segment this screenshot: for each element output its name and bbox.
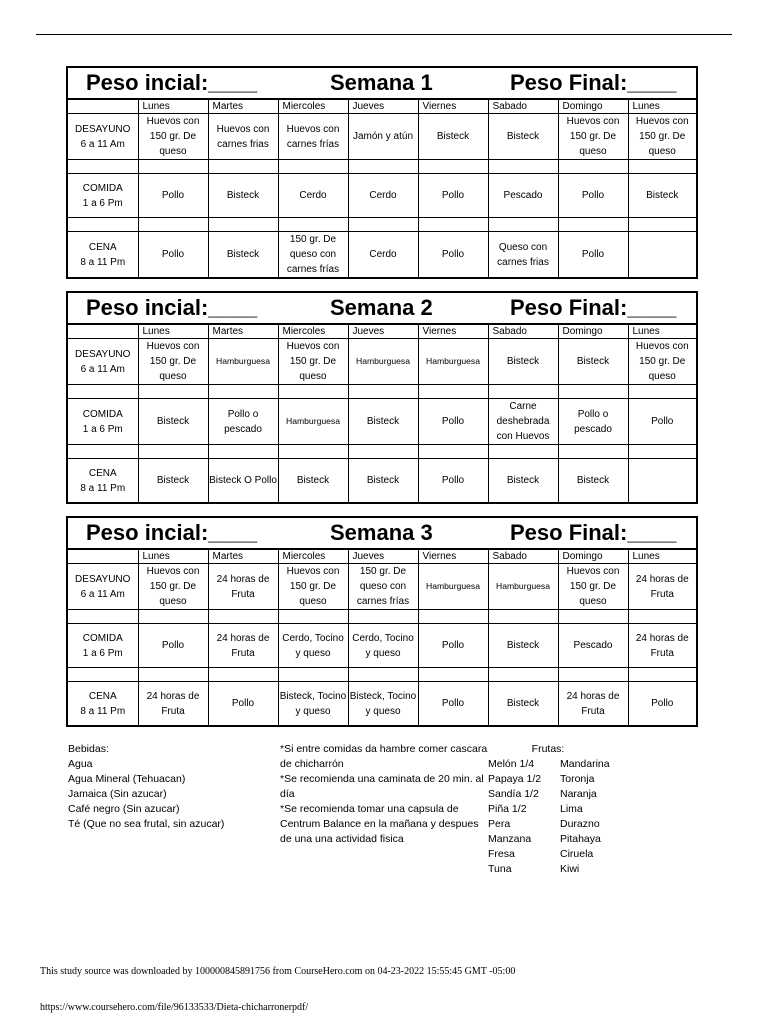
peso-inicial-label: Peso incial:____ — [86, 70, 258, 95]
spacer-cell — [348, 668, 418, 682]
meal-row — [68, 682, 696, 726]
meal-cell: Cerdo, Tocino y queso — [348, 624, 418, 668]
fruta-item: Toronja — [560, 773, 595, 785]
day-header: Martes — [208, 550, 278, 564]
spacer-cell — [138, 445, 208, 459]
week-title: Semana 3 — [330, 520, 433, 545]
recommendation: *Si entre comidas da hambre comer cascara de chicharrón — [280, 743, 488, 770]
meal-cell: Bisteck — [138, 399, 208, 445]
meal-cell: 24 horas de Fruta — [628, 624, 696, 668]
meal-cell: Pollo o pescado — [208, 399, 278, 445]
meal-time: 8 a 11 Pm — [80, 256, 126, 268]
spacer-cell — [418, 385, 488, 399]
fruta-item: Pitahaya — [560, 833, 601, 845]
corner-cell — [68, 100, 138, 114]
meal-cell: Huevos con 150 gr. De queso — [138, 114, 208, 160]
meal-row — [68, 564, 696, 610]
meal-cell: Huevos con 150 gr. De queso — [138, 339, 208, 385]
meal-cell: Huevos con 150 gr. De queso — [628, 114, 696, 160]
meal-cell: Bisteck — [138, 459, 208, 503]
meal-cell: Cerdo, Tocino y queso — [278, 624, 348, 668]
meal-label — [68, 459, 138, 503]
meal-cell: Bisteck, Tocino y queso — [348, 682, 418, 726]
meal-cell: Bisteck — [278, 459, 348, 503]
meal-time: 8 a 11 Pm — [80, 705, 126, 717]
spacer-row — [68, 668, 696, 682]
day-header: Lunes — [138, 100, 208, 114]
meal-cell: Hamburguesa — [418, 564, 488, 610]
meal-time: 8 a 11 Pm — [80, 482, 126, 494]
meal-cell: Hamburguesa — [488, 564, 558, 610]
corner-cell — [68, 550, 138, 564]
meal-cell: Queso con carnes frias — [488, 232, 558, 278]
meal-cell: Bisteck — [628, 174, 696, 218]
meal-grid — [68, 99, 696, 277]
spacer-cell — [138, 385, 208, 399]
fruta-item: Durazno — [560, 818, 600, 830]
meal-cell: Pollo — [138, 232, 208, 278]
spacer-cell — [68, 668, 138, 682]
frutas-column-portions — [488, 757, 541, 877]
meal-cell: Pollo — [138, 624, 208, 668]
spacer-cell — [418, 445, 488, 459]
meal-cell: Pollo — [418, 232, 488, 278]
spacer-cell — [208, 668, 278, 682]
spacer-row — [68, 218, 696, 232]
spacer-cell — [68, 160, 138, 174]
meal-cell: 24 horas de Fruta — [208, 564, 278, 610]
recommendation: *Se recomienda tomar una capsula de Centrum Balance en la mañana y despues de una una actividad fisica — [280, 803, 479, 845]
day-header: Martes — [208, 325, 278, 339]
spacer-cell — [278, 385, 348, 399]
day-header: Viernes — [418, 100, 488, 114]
meal-name: COMIDA — [82, 408, 123, 420]
frutas-title: Frutas: — [531, 743, 565, 755]
meal-cell: Jamón y atún — [348, 114, 418, 160]
day-header: Lunes — [628, 100, 696, 114]
week-title: Semana 1 — [330, 70, 433, 95]
spacer-cell — [278, 218, 348, 232]
day-header: Lunes — [138, 550, 208, 564]
spacer-cell — [418, 610, 488, 624]
spacer-cell — [558, 445, 628, 459]
spacer-cell — [208, 610, 278, 624]
meal-cell: Bisteck — [488, 624, 558, 668]
meal-cell: Bisteck, Tocino y queso — [278, 682, 348, 726]
meal-name: COMIDA — [82, 182, 123, 194]
spacer-cell — [418, 218, 488, 232]
meal-cell: Hamburguesa — [348, 339, 418, 385]
day-header: Martes — [208, 100, 278, 114]
meal-label — [68, 174, 138, 218]
day-header: Viernes — [418, 550, 488, 564]
bebida-item: Café negro (Sin azucar) — [68, 803, 180, 815]
meal-cell: 24 horas de Fruta — [628, 564, 696, 610]
download-note: This study source was downloaded by 100000845891756 from CourseHero.com on 04-23-2022 15:55:45 GMT -05:00 — [40, 966, 516, 977]
week-table — [66, 516, 698, 727]
meal-cell: Huevos con 150 gr. De queso — [278, 564, 348, 610]
meal-cell: Pollo — [418, 399, 488, 445]
week-table — [66, 291, 698, 504]
meal-cell: Pollo o pescado — [558, 399, 628, 445]
fruta-item: Pera — [488, 818, 511, 830]
meal-label — [68, 682, 138, 726]
meal-cell: Huevos con carnes frias — [208, 114, 278, 160]
meal-cell: Pollo — [628, 399, 696, 445]
day-header: Lunes — [628, 325, 696, 339]
meal-cell: Huevos con 150 gr. De queso — [628, 339, 696, 385]
bebida-item: Té (Que no sea frutal, sin azucar) — [68, 818, 225, 830]
spacer-cell — [348, 160, 418, 174]
spacer-cell — [558, 668, 628, 682]
meal-cell: Bisteck — [558, 459, 628, 503]
meal-cell: Pollo — [418, 624, 488, 668]
meal-time: 1 a 6 Pm — [82, 647, 123, 659]
fruta-item: Melón 1/4 — [488, 758, 535, 770]
spacer-cell — [138, 160, 208, 174]
spacer-cell — [68, 218, 138, 232]
day-header: Miercoles — [278, 100, 348, 114]
meal-cell: Pollo — [628, 682, 696, 726]
peso-final-label: Peso Final:____ — [510, 295, 677, 320]
spacer-cell — [208, 218, 278, 232]
source-url[interactable]: https://www.coursehero.com/file/96133533/Dieta-chicharronerpdf/ — [40, 1002, 309, 1013]
day-header: Domingo — [558, 325, 628, 339]
fruta-item: Manzana — [488, 833, 532, 845]
peso-inicial-label: Peso incial:____ — [86, 520, 258, 545]
day-header: Miercoles — [278, 550, 348, 564]
spacer-cell — [68, 385, 138, 399]
meal-row — [68, 624, 696, 668]
meal-cell: Carne deshebrada con Huevos — [488, 399, 558, 445]
spacer-cell — [418, 160, 488, 174]
meal-cell: 24 horas de Fruta — [138, 682, 208, 726]
meal-cell: Huevos con carnes frías — [278, 114, 348, 160]
meal-cell: Bisteck — [488, 682, 558, 726]
meal-time: 6 a 11 Am — [80, 588, 125, 600]
meal-cell: Huevos con 150 gr. De queso — [558, 564, 628, 610]
meal-cell: Huevos con 150 gr. De queso — [278, 339, 348, 385]
spacer-cell — [628, 160, 696, 174]
spacer-cell — [278, 160, 348, 174]
fruta-item: Ciruela — [560, 848, 594, 860]
spacer-cell — [278, 668, 348, 682]
meal-cell: 24 horas de Fruta — [558, 682, 628, 726]
meal-cell: Bisteck — [348, 399, 418, 445]
spacer-cell — [628, 668, 696, 682]
meal-cell: 24 horas de Fruta — [208, 624, 278, 668]
recommendation: *Se recomienda una caminata de 20 min. al día — [280, 773, 484, 800]
bebida-item: Agua — [68, 758, 93, 770]
meal-cell: Bisteck — [558, 339, 628, 385]
bebida-item: Agua Mineral (Tehuacan) — [68, 773, 186, 785]
meal-cell: Bisteck — [418, 114, 488, 160]
meal-time: 6 a 11 Am — [80, 363, 125, 375]
week-header — [68, 293, 696, 324]
meal-name: DESAYUNO — [75, 573, 131, 585]
spacer-cell — [278, 445, 348, 459]
meal-label — [68, 339, 138, 385]
spacer-cell — [488, 445, 558, 459]
fruta-item: Naranja — [560, 788, 597, 800]
meal-cell: Huevos con 150 gr. De queso — [558, 114, 628, 160]
meal-cell: Bisteck — [488, 114, 558, 160]
meal-time: 1 a 6 Pm — [82, 197, 123, 209]
spacer-cell — [558, 610, 628, 624]
frutas-list — [488, 742, 628, 875]
spacer-cell — [208, 160, 278, 174]
meal-cell: 150 gr. De queso con carnes frías — [278, 232, 348, 278]
fruta-item: Tuna — [488, 863, 512, 875]
day-header: Jueves — [348, 550, 418, 564]
spacer-cell — [208, 385, 278, 399]
spacer-cell — [68, 445, 138, 459]
day-header: Sabado — [488, 325, 558, 339]
meal-cell: Bisteck — [348, 459, 418, 503]
meal-label — [68, 114, 138, 160]
meal-time: 1 a 6 Pm — [82, 423, 123, 435]
recommendations — [280, 742, 490, 847]
meal-cell: Pollo — [138, 174, 208, 218]
meal-row — [68, 459, 696, 503]
peso-final-label: Peso Final:____ — [510, 520, 677, 545]
spacer-cell — [628, 218, 696, 232]
spacer-cell — [348, 218, 418, 232]
spacer-row — [68, 160, 696, 174]
fruta-item: Sandía 1/2 — [488, 788, 539, 800]
meal-row — [68, 339, 696, 385]
day-header: Domingo — [558, 550, 628, 564]
spacer-cell — [488, 385, 558, 399]
meal-grid — [68, 549, 696, 725]
meal-name: COMIDA — [82, 632, 123, 644]
spacer-cell — [488, 668, 558, 682]
meal-cell — [628, 459, 696, 503]
spacer-cell — [348, 610, 418, 624]
meal-time: 6 a 11 Am — [80, 138, 125, 150]
spacer-cell — [68, 610, 138, 624]
meal-name: CENA — [88, 467, 117, 479]
week-table — [66, 66, 698, 279]
meal-label — [68, 232, 138, 278]
peso-final-label: Peso Final:____ — [510, 70, 677, 95]
spacer-cell — [488, 160, 558, 174]
week-title: Semana 2 — [330, 295, 433, 320]
frutas-column-free — [560, 757, 610, 877]
meal-cell — [628, 232, 696, 278]
meal-cell: Cerdo — [348, 232, 418, 278]
meal-cell: Hamburguesa — [418, 339, 488, 385]
meal-label — [68, 624, 138, 668]
corner-cell — [68, 325, 138, 339]
spacer-cell — [558, 385, 628, 399]
day-header: Jueves — [348, 325, 418, 339]
meal-cell: Bisteck — [488, 459, 558, 503]
day-header: Lunes — [138, 325, 208, 339]
day-header: Sabado — [488, 100, 558, 114]
fruta-item: Lima — [560, 803, 583, 815]
spacer-cell — [138, 668, 208, 682]
fruta-item: Mandarina — [560, 758, 610, 770]
meal-row — [68, 399, 696, 445]
spacer-cell — [348, 385, 418, 399]
spacer-cell — [348, 445, 418, 459]
meal-cell: Huevos con 150 gr. De queso — [138, 564, 208, 610]
peso-inicial-label: Peso incial:____ — [86, 295, 258, 320]
spacer-cell — [278, 610, 348, 624]
meal-cell: Pollo — [558, 174, 628, 218]
bebidas-list — [68, 742, 224, 832]
meal-cell: Hamburguesa — [208, 339, 278, 385]
meal-cell: Bisteck O Pollo — [208, 459, 278, 503]
spacer-cell — [628, 610, 696, 624]
spacer-row — [68, 445, 696, 459]
meal-cell: Pollo — [418, 174, 488, 218]
meal-name: DESAYUNO — [75, 348, 131, 360]
meal-label — [68, 399, 138, 445]
meal-name: CENA — [88, 241, 117, 253]
meal-row — [68, 232, 696, 278]
spacer-cell — [138, 610, 208, 624]
day-header: Domingo — [558, 100, 628, 114]
spacer-cell — [628, 445, 696, 459]
day-header: Miercoles — [278, 325, 348, 339]
fruta-item: Papaya 1/2 — [488, 773, 542, 785]
fruta-item: Fresa — [488, 848, 515, 860]
day-header: Viernes — [418, 325, 488, 339]
fruta-item: Kiwi — [560, 863, 580, 875]
meal-cell: Pollo — [418, 682, 488, 726]
meal-cell: Bisteck — [488, 339, 558, 385]
meal-cell: Pollo — [558, 232, 628, 278]
meal-cell: Cerdo — [348, 174, 418, 218]
day-header: Sabado — [488, 550, 558, 564]
week-header — [68, 68, 696, 99]
meal-name: CENA — [88, 690, 117, 702]
meal-cell: Pollo — [418, 459, 488, 503]
meal-row — [68, 114, 696, 160]
spacer-cell — [488, 610, 558, 624]
meal-label — [68, 564, 138, 610]
meal-grid — [68, 324, 696, 502]
day-header: Lunes — [628, 550, 696, 564]
meal-cell: Cerdo — [278, 174, 348, 218]
meal-cell: Bisteck — [208, 174, 278, 218]
day-header: Jueves — [348, 100, 418, 114]
spacer-cell — [208, 445, 278, 459]
meal-cell: 150 gr. De queso con carnes frías — [348, 564, 418, 610]
bebida-item: Jamaica (Sin azucar) — [68, 788, 167, 800]
bebidas-title: Bebidas: — [68, 743, 109, 755]
spacer-cell — [558, 218, 628, 232]
top-rule — [36, 34, 732, 35]
spacer-cell — [558, 160, 628, 174]
spacer-cell — [488, 218, 558, 232]
spacer-cell — [418, 668, 488, 682]
spacer-row — [68, 610, 696, 624]
meal-cell: Pescado — [488, 174, 558, 218]
meal-cell: Hamburguesa — [278, 399, 348, 445]
week-header — [68, 518, 696, 549]
fruta-item: Piña 1/2 — [488, 803, 527, 815]
spacer-cell — [628, 385, 696, 399]
meal-row — [68, 174, 696, 218]
meal-cell: Pollo — [208, 682, 278, 726]
meal-name: DESAYUNO — [75, 123, 131, 135]
meal-cell: Pescado — [558, 624, 628, 668]
spacer-cell — [138, 218, 208, 232]
spacer-row — [68, 385, 696, 399]
meal-cell: Bisteck — [208, 232, 278, 278]
